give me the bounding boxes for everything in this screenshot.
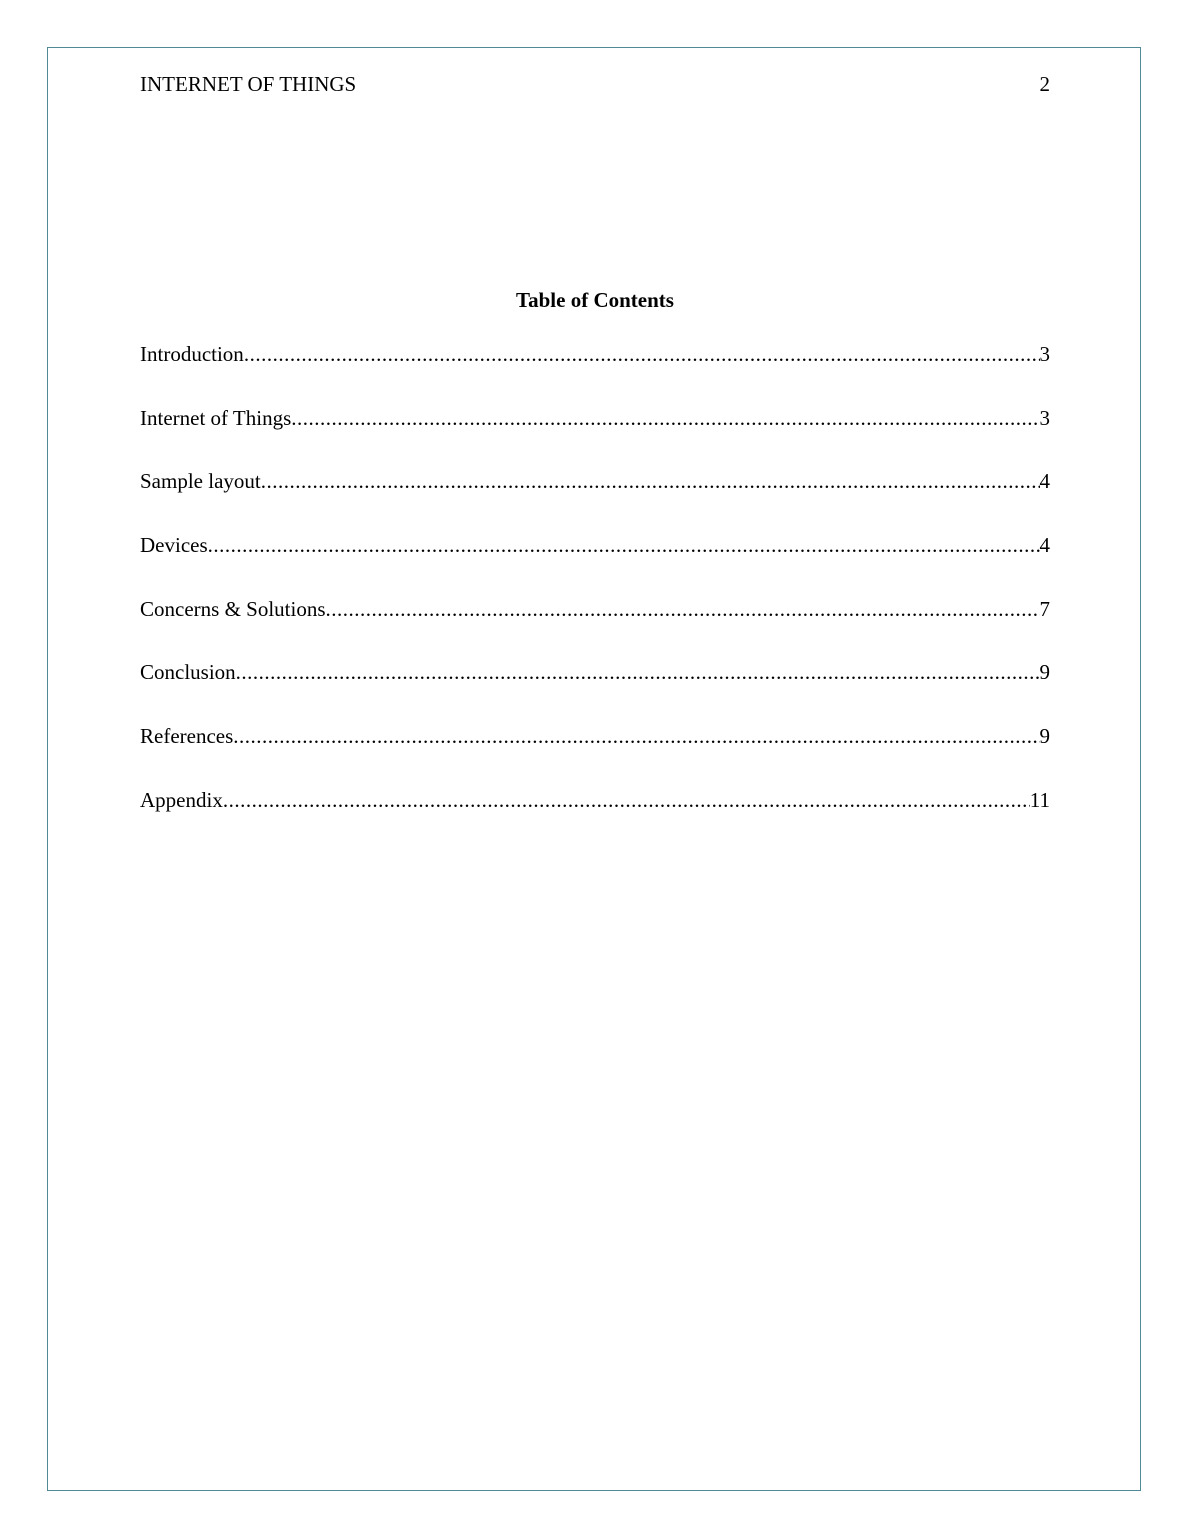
toc-entry-concerns-solutions[interactable] — [140, 595, 1050, 659]
dot-leader — [223, 786, 1030, 814]
toc-entry-label: Concerns & Solutions — [140, 596, 326, 621]
toc-entry-sample-layout[interactable] — [140, 467, 1050, 531]
dot-leader — [233, 722, 1039, 750]
toc-entry-label: Internet of Things — [140, 405, 292, 430]
toc-entry-label: Introduction — [140, 342, 244, 366]
dot-leader — [244, 340, 1040, 368]
toc-title: Table of Contents — [516, 288, 674, 312]
toc-entry-page: 3 — [1039, 405, 1050, 430]
page-header — [140, 70, 1050, 98]
toc-entry-page: 3 — [1039, 342, 1050, 366]
toc-entry-page: 4 — [1039, 469, 1050, 494]
dot-leader — [261, 467, 1040, 495]
dot-leader — [291, 404, 1039, 432]
toc-entry-devices[interactable] — [140, 531, 1050, 595]
dot-leader — [326, 595, 1040, 623]
toc-entry-introduction[interactable] — [140, 340, 1050, 404]
toc-entry-page: 4 — [1039, 533, 1050, 558]
dot-leader — [208, 531, 1040, 559]
toc-entry-internet-of-things[interactable] — [140, 404, 1050, 468]
table-of-contents — [140, 340, 1050, 850]
toc-entry-page: 9 — [1039, 724, 1050, 749]
toc-entry-page: 11 — [1029, 787, 1050, 812]
toc-entry-references[interactable] — [140, 722, 1050, 786]
toc-entry-page: 7 — [1039, 596, 1050, 621]
page-number: 2 — [1039, 72, 1050, 96]
toc-entry-label: References — [140, 724, 234, 749]
toc-entry-label: Appendix — [140, 787, 223, 812]
toc-entry-page: 9 — [1039, 660, 1050, 685]
running-head: INTERNET OF THINGS — [140, 72, 357, 96]
toc-entry-label: Sample layout — [140, 469, 261, 494]
toc-entry-label: Conclusion — [140, 660, 236, 685]
dot-leader — [236, 658, 1040, 686]
toc-entry-appendix[interactable] — [140, 786, 1050, 850]
toc-entry-label: Devices — [140, 533, 208, 558]
toc-entry-conclusion[interactable] — [140, 658, 1050, 722]
